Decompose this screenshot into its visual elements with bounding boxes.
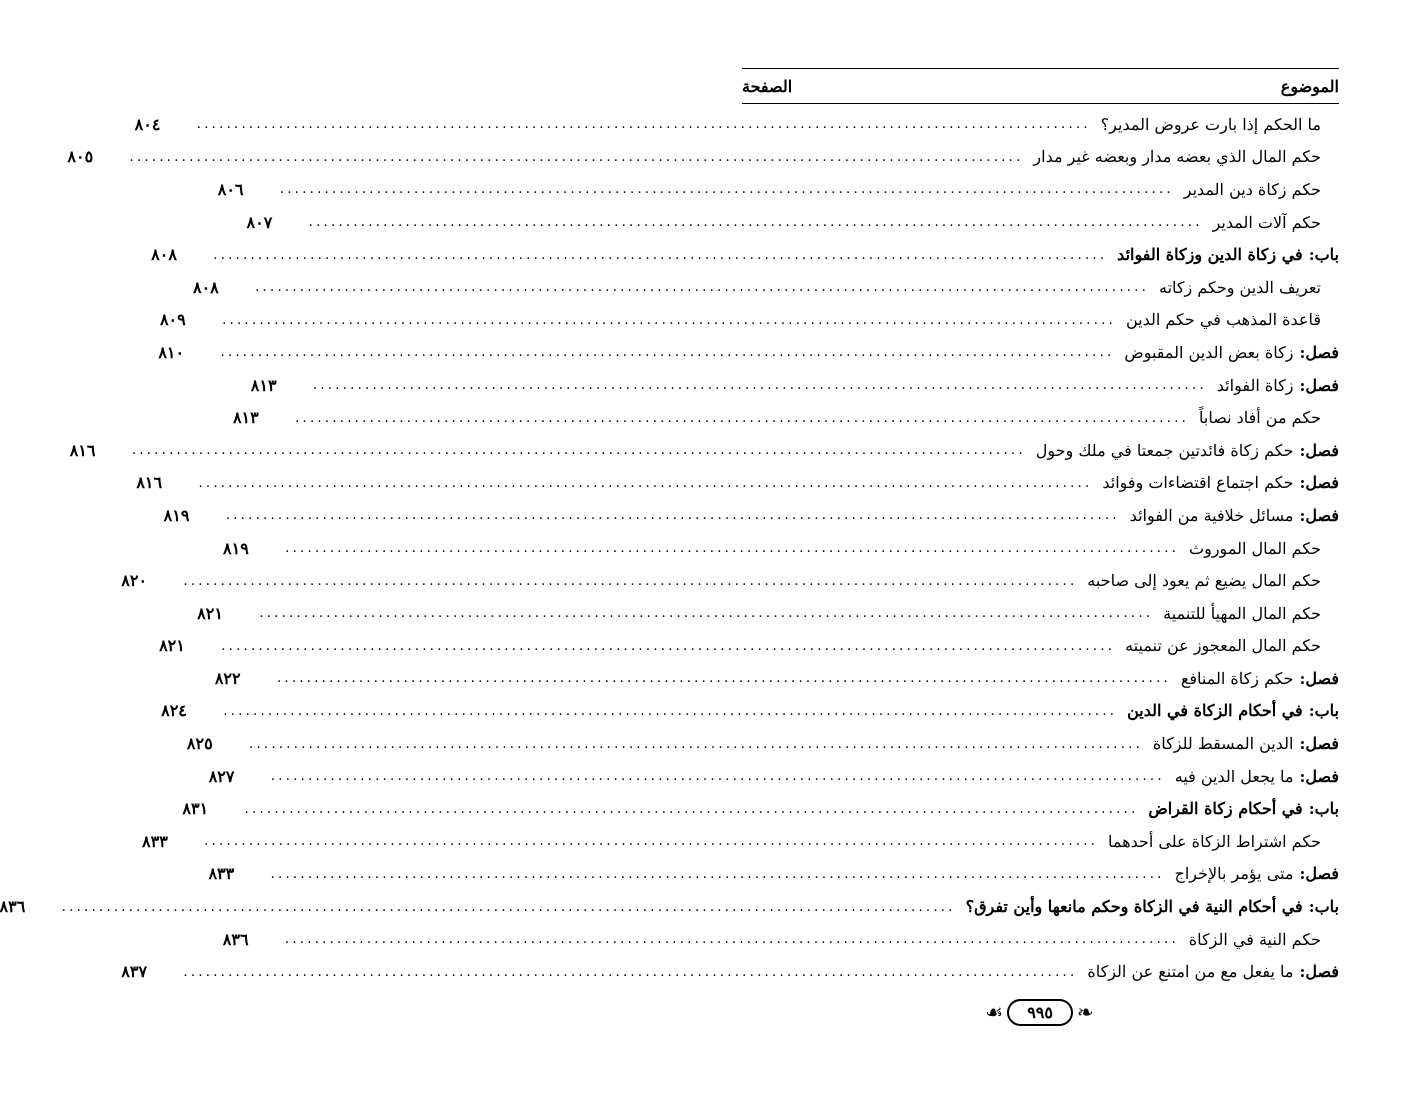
entry-page-number: ٨٠٧: [246, 212, 273, 232]
entry-title-group: [1175, 767, 1339, 786]
entry-title: حكم المال المهيأ للتنمية: [1163, 603, 1321, 623]
entry-title-group: [1087, 571, 1321, 590]
entry-page-number: ٨٢٠: [121, 571, 148, 591]
contents-entry: [223, 532, 1339, 565]
contents-entry: [208, 760, 1339, 793]
topic-column-header: الموضوع: [1280, 76, 1339, 96]
contents-entry: [0, 890, 1339, 923]
page-column-header: الصفحة: [742, 76, 793, 96]
dot-leader: ........................................................................................................................: [276, 670, 1171, 687]
entry-page-number: ٨٣١: [182, 799, 209, 819]
dot-leader: ........................................................................................................................: [204, 833, 1099, 850]
entry-page-number: ٨٢٧: [208, 766, 235, 786]
entry-title: حكم زكاة المنافع: [1180, 668, 1294, 688]
entry-page-number: ٨٠٥: [67, 147, 94, 167]
dot-leader: ........................................................................................................................: [129, 148, 1024, 165]
dot-leader: ........................................................................................................................: [312, 377, 1207, 394]
entry-title-group: [1033, 147, 1321, 166]
entry-page-number: ٨٠٤: [134, 114, 161, 134]
dot-leader: ........................................................................................................................: [270, 768, 1165, 785]
entry-title: في أحكام النية في الزكاة وحكم مانعها وأين تفرق؟: [965, 897, 1303, 917]
entry-title-group: [1102, 473, 1339, 492]
contents-list: [0, 108, 1339, 988]
contents-entry: [217, 173, 1339, 206]
dot-leader: ........................................................................................................................: [285, 540, 1180, 557]
entry-title-group: [1127, 701, 1339, 720]
entry-title-group: [1125, 636, 1321, 655]
entry-prefix: فصل:: [1299, 864, 1339, 884]
entry-title: حكم من أفاد نصاباً: [1198, 408, 1321, 428]
entry-page-number: ٨١٠: [158, 342, 185, 362]
dot-leader: ........................................................................................................................: [225, 507, 1120, 524]
dot-leader: ........................................................................................................................: [196, 116, 1091, 133]
entry-prefix: باب:: [1308, 897, 1339, 917]
dot-leader: ........................................................................................................................: [183, 572, 1078, 589]
entry-page-number: ٨٢١: [197, 603, 223, 623]
contents-entry: [197, 597, 1339, 630]
dot-leader: ........................................................................................................................: [183, 963, 1078, 980]
left-ornament-icon: ❧: [1076, 1000, 1094, 1024]
entry-title-group: [1101, 115, 1321, 134]
dot-leader: ........................................................................................................................: [259, 605, 1154, 622]
entry-title: قاعدة المذهب في حكم الدين: [1125, 310, 1321, 330]
entry-page-number: ٨٢١: [159, 636, 185, 656]
dot-leader: ........................................................................................................................: [308, 214, 1203, 231]
entry-title: حكم زكاة دين المدير: [1183, 179, 1321, 199]
entry-title-group: [1108, 832, 1321, 851]
entry-title-group: [1184, 180, 1321, 199]
entry-prefix: فصل:: [1299, 473, 1339, 493]
dot-leader: ........................................................................................................................: [213, 246, 1108, 263]
entry-title-group: [1087, 962, 1339, 981]
entry-page-number: ٨١٣: [232, 408, 259, 428]
entry-title: زكاة الفوائد: [1216, 375, 1294, 395]
entry-title: ما يفعل مع من امتنع عن الزكاة: [1087, 962, 1294, 982]
dot-leader: ........................................................................................................................: [221, 637, 1116, 654]
contents-entry: [158, 336, 1339, 369]
contents-entry: [151, 238, 1339, 271]
contents-entry: [159, 630, 1339, 663]
entry-title-group: [1130, 506, 1339, 525]
entry-prefix: فصل:: [1299, 734, 1339, 754]
contents-entry: [250, 369, 1339, 402]
table-header: [742, 68, 1339, 104]
entry-title: حكم المال يضيع ثم يعود إلى صاحبه: [1087, 571, 1321, 591]
right-ornament-icon: ☙: [985, 1000, 1004, 1024]
contents-entry: [69, 434, 1339, 467]
contents-entry: [121, 564, 1339, 597]
entry-title: حكم آلات المدير: [1212, 212, 1321, 232]
entry-title: حكم المال الذي بعضه مدار وبعضه غير مدار: [1033, 147, 1321, 167]
entry-title-group: [1213, 213, 1321, 232]
contents-entry: [208, 858, 1339, 891]
entry-prefix: فصل:: [1299, 962, 1339, 982]
entry-page-number: ٨٣٦: [0, 897, 26, 917]
dot-leader: ........................................................................................................................: [244, 800, 1139, 817]
contents-entry: [232, 401, 1339, 434]
entry-page-number: ٨٠٨: [192, 277, 219, 297]
entry-title: حكم المال الموروث: [1189, 538, 1321, 558]
entry-prefix: فصل:: [1299, 342, 1339, 362]
entry-prefix: فصل:: [1299, 505, 1339, 525]
entry-page-number: ٨٢٢: [214, 668, 241, 688]
entry-title: حكم اجتماع اقتضاءات وفوائد: [1102, 473, 1294, 493]
entry-title: ما يجعل الدين فيه: [1174, 766, 1294, 786]
entry-page-number: ٨٢٥: [186, 734, 213, 754]
dot-leader: ........................................................................................................................: [279, 181, 1174, 198]
contents-entry: [159, 304, 1339, 337]
entry-title-group: [1153, 734, 1339, 753]
entry-title-group: [1189, 539, 1321, 558]
entry-title: زكاة بعض الدين المقبوض: [1124, 342, 1294, 362]
entry-title: حكم المال المعجوز عن تنميته: [1125, 636, 1321, 656]
entry-page-number: ٨٠٩: [159, 310, 186, 330]
entry-prefix: فصل:: [1299, 766, 1339, 786]
contents-entry: [163, 499, 1339, 532]
dot-leader: ........................................................................................................................: [220, 344, 1115, 361]
entry-page-number: ٨٠٦: [217, 179, 244, 199]
entry-page-number: ٨٠٨: [151, 245, 177, 265]
dot-leader: ........................................................................................................................: [248, 735, 1143, 752]
entry-page-number: ٨١٦: [136, 473, 163, 493]
contents-entry: [134, 108, 1339, 141]
page-footer: [660, 995, 1419, 1029]
entry-page-number: ٨١٩: [223, 538, 249, 558]
entry-title-group: [1189, 930, 1321, 949]
page-number-badge: ٩٩٥: [1007, 999, 1073, 1026]
entry-title-group: [966, 897, 1339, 916]
entry-title-group: [1217, 376, 1339, 395]
entry-prefix: فصل:: [1299, 668, 1339, 688]
contents-entry: [186, 727, 1339, 760]
dot-leader: ........................................................................................................................: [254, 279, 1150, 296]
contents-entry: [222, 923, 1339, 956]
entry-title: في زكاة الدين وزكاة الفوائد: [1117, 245, 1303, 265]
entry-title-group: [1159, 278, 1321, 297]
entry-title-group: [1174, 864, 1339, 883]
entry-title-group: [1126, 310, 1321, 329]
dot-leader: ........................................................................................................................: [294, 409, 1189, 426]
entry-title: الدين المسقط للزكاة: [1152, 734, 1294, 754]
entry-title: متى يؤمر بالإخراج: [1174, 864, 1294, 884]
dot-leader: ........................................................................................................................: [223, 702, 1118, 719]
entry-title: حكم زكاة فائدتين جمعتا في ملك وحول: [1035, 440, 1294, 460]
entry-title-group: [1036, 441, 1339, 460]
entry-title-group: [1124, 343, 1339, 362]
contents-entry: [161, 695, 1339, 728]
entry-page-number: ٨٢٤: [161, 701, 187, 721]
entry-page-number: ٨١٣: [250, 375, 277, 395]
entry-prefix: باب:: [1308, 799, 1339, 819]
contents-entry: [192, 271, 1339, 304]
entry-title-group: [1181, 669, 1339, 688]
dot-leader: ........................................................................................................................: [284, 931, 1179, 948]
entry-title: في أحكام الزكاة في الدين: [1127, 701, 1303, 721]
entry-page-number: ٨٣٦: [222, 929, 249, 949]
dot-leader: ........................................................................................................................: [221, 311, 1116, 328]
entry-title: حكم اشتراط الزكاة على أحدهما: [1108, 831, 1321, 851]
dot-leader: ........................................................................................................................: [270, 865, 1165, 882]
entry-title-group: [1199, 408, 1321, 427]
entry-prefix: باب:: [1308, 701, 1339, 721]
contents-entry: [67, 141, 1339, 174]
dot-leader: ........................................................................................................................: [61, 898, 956, 915]
entry-page-number: ٨١٦: [69, 440, 96, 460]
contents-entry: [142, 825, 1339, 858]
entry-title-group: [1163, 604, 1321, 623]
entry-title: مسائل خلافية من الفوائد: [1129, 505, 1294, 525]
entry-page-number: ٨٣٧: [121, 962, 148, 982]
entry-prefix: فصل:: [1299, 375, 1339, 395]
dot-leader: ........................................................................................................................: [198, 474, 1093, 491]
entry-title: حكم النية في الزكاة: [1188, 929, 1321, 949]
entry-title: في أحكام زكاة القراض: [1148, 799, 1303, 819]
contents-entry: [182, 792, 1339, 825]
entry-prefix: فصل:: [1299, 440, 1339, 460]
contents-entry: [121, 955, 1339, 988]
contents-entry: [246, 206, 1339, 239]
contents-entry: [214, 662, 1339, 695]
dot-leader: ........................................................................................................................: [131, 442, 1026, 459]
entry-title-group: [1117, 245, 1339, 264]
entry-title: تعريف الدين وحكم زكاته: [1159, 277, 1321, 297]
entry-prefix: باب:: [1308, 245, 1339, 265]
entry-title: ما الحكم إذا بارت عروض المدير؟: [1100, 114, 1321, 134]
contents-entry: [136, 467, 1339, 500]
entry-page-number: ٨١٩: [163, 505, 190, 525]
entry-page-number: ٨٣٣: [208, 864, 235, 884]
entry-page-number: ٨٣٣: [142, 831, 168, 851]
entry-title-group: [1148, 799, 1339, 818]
